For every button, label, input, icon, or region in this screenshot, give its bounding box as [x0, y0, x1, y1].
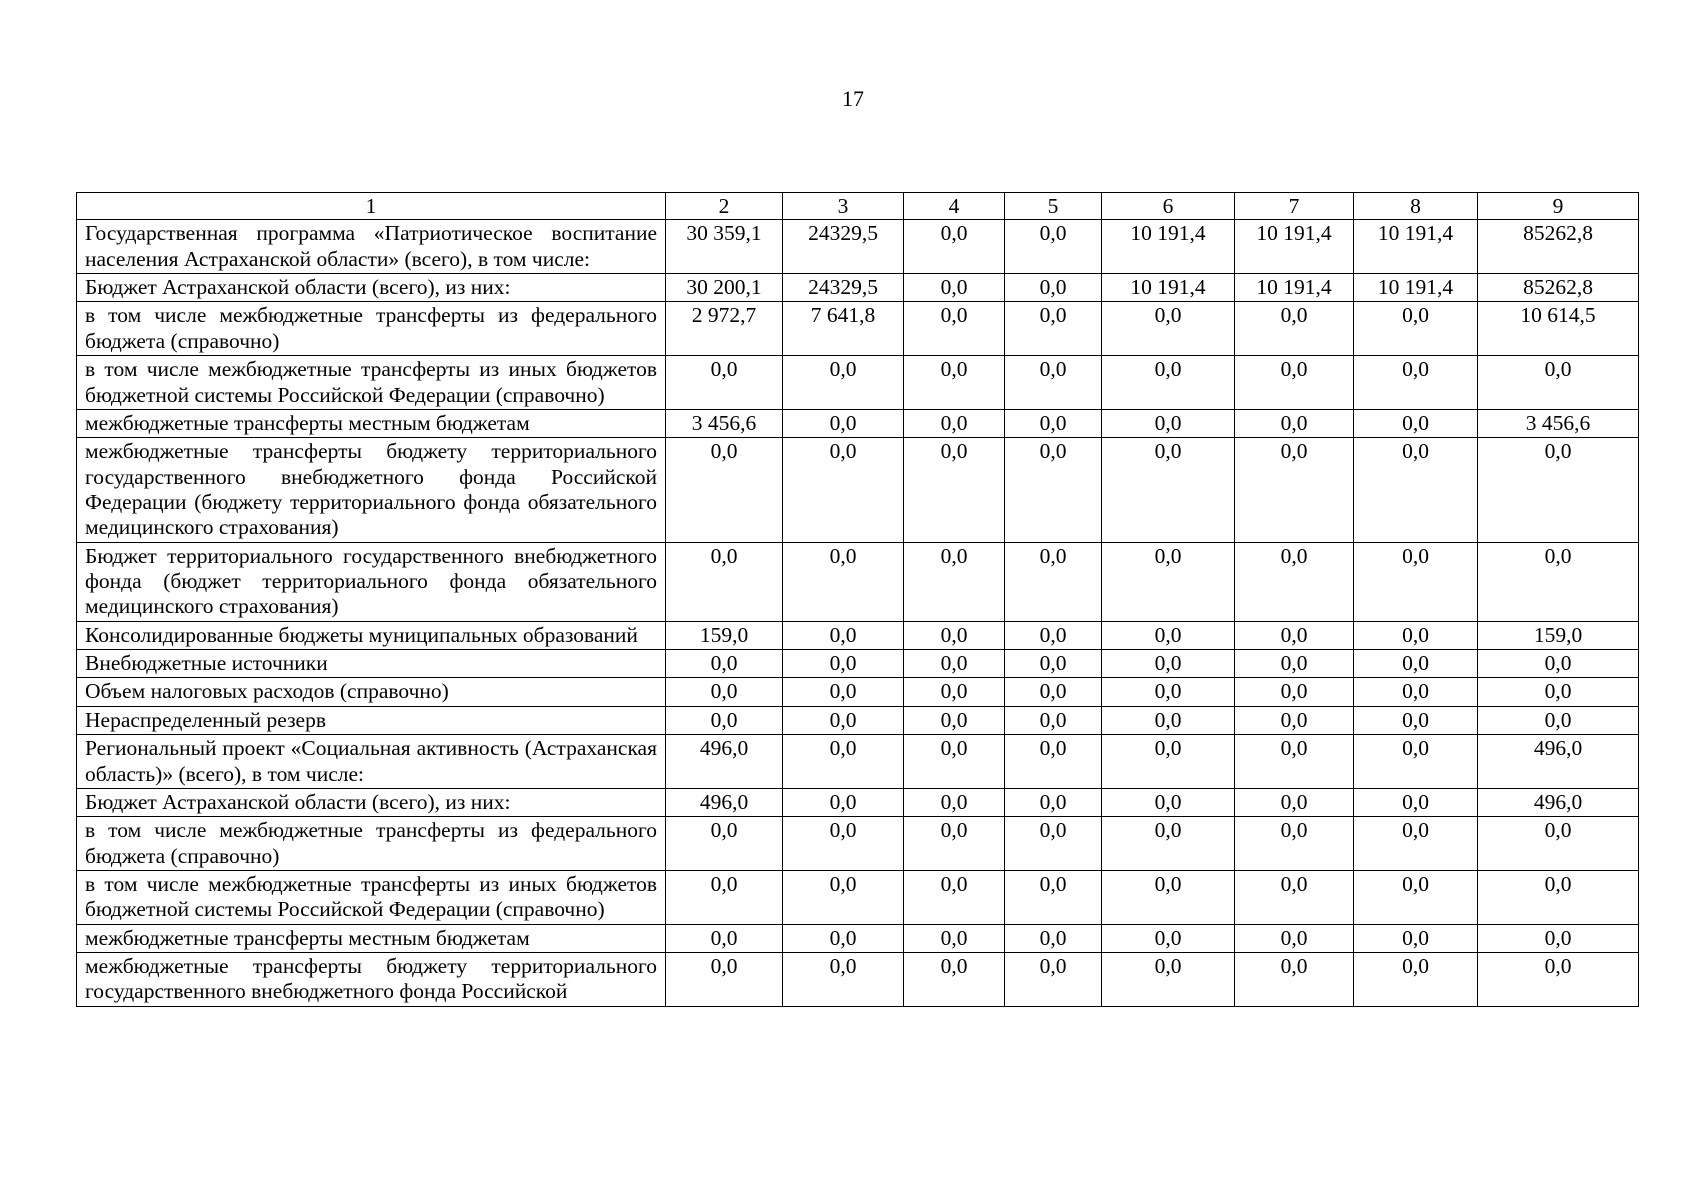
table-row	[77, 650, 1639, 678]
value-cell: 10 191,4	[1102, 274, 1235, 302]
value-cell: 0,0	[904, 735, 1005, 789]
value-cell: 0,0	[904, 678, 1005, 706]
value-cell: 0,0	[1478, 438, 1639, 542]
value-cell: 0,0	[904, 220, 1005, 274]
value-cell: 0,0	[1478, 706, 1639, 734]
value-cell: 0,0	[666, 706, 783, 734]
value-cell: 2 972,7	[666, 302, 783, 356]
value-cell: 0,0	[1235, 924, 1354, 952]
value-cell: 0,0	[783, 678, 904, 706]
value-cell: 0,0	[666, 542, 783, 621]
value-cell: 0,0	[904, 356, 1005, 410]
value-cell: 0,0	[783, 438, 904, 542]
value-cell: 0,0	[1102, 438, 1235, 542]
column-header: 3	[783, 193, 904, 220]
value-cell: 0,0	[1005, 924, 1102, 952]
row-label: Объем налоговых расходов (справочно)	[77, 678, 666, 706]
table-row	[77, 924, 1639, 952]
value-cell: 0,0	[783, 409, 904, 437]
value-cell: 0,0	[1235, 438, 1354, 542]
value-cell: 0,0	[1354, 302, 1478, 356]
value-cell: 0,0	[1102, 788, 1235, 816]
value-cell: 0,0	[1102, 302, 1235, 356]
value-cell: 0,0	[1478, 678, 1639, 706]
column-header: 9	[1478, 193, 1639, 220]
column-header: 2	[666, 193, 783, 220]
value-cell: 0,0	[1005, 220, 1102, 274]
value-cell: 10 191,4	[1354, 220, 1478, 274]
value-cell: 0,0	[666, 438, 783, 542]
value-cell: 0,0	[1235, 870, 1354, 924]
value-cell: 0,0	[1235, 678, 1354, 706]
value-cell: 0,0	[1005, 678, 1102, 706]
table-row	[77, 735, 1639, 789]
table-row	[77, 356, 1639, 410]
value-cell: 0,0	[1354, 438, 1478, 542]
value-cell: 0,0	[904, 870, 1005, 924]
value-cell: 0,0	[1102, 870, 1235, 924]
value-cell: 0,0	[1005, 953, 1102, 1007]
value-cell: 0,0	[1354, 542, 1478, 621]
row-label: межбюджетные трансферты местным бюджетам	[77, 924, 666, 952]
value-cell: 0,0	[904, 274, 1005, 302]
column-header: 5	[1005, 193, 1102, 220]
value-cell: 496,0	[666, 788, 783, 816]
value-cell: 0,0	[1005, 621, 1102, 649]
value-cell: 496,0	[666, 735, 783, 789]
value-cell: 0,0	[1235, 735, 1354, 789]
column-header: 4	[904, 193, 1005, 220]
value-cell: 0,0	[1005, 542, 1102, 621]
value-cell: 0,0	[783, 706, 904, 734]
table-body	[77, 220, 1639, 1006]
table-row	[77, 220, 1639, 274]
value-cell: 10 191,4	[1354, 274, 1478, 302]
table-row	[77, 706, 1639, 734]
value-cell: 0,0	[1478, 650, 1639, 678]
value-cell: 10 614,5	[1478, 302, 1639, 356]
column-header: 1	[77, 193, 666, 220]
value-cell: 0,0	[1235, 650, 1354, 678]
value-cell: 0,0	[1354, 788, 1478, 816]
value-cell: 0,0	[1102, 650, 1235, 678]
value-cell: 0,0	[1005, 438, 1102, 542]
value-cell: 3 456,6	[1478, 409, 1639, 437]
value-cell: 0,0	[1354, 650, 1478, 678]
table-row	[77, 274, 1639, 302]
value-cell: 0,0	[1235, 542, 1354, 621]
value-cell: 0,0	[1354, 621, 1478, 649]
table-row	[77, 788, 1639, 816]
value-cell: 0,0	[1354, 953, 1478, 1007]
value-cell: 0,0	[1102, 735, 1235, 789]
value-cell: 0,0	[1235, 621, 1354, 649]
row-label: межбюджетные трансферты бюджету территориального государственного внебюджетного фонда Российской Федерации (бюджету территориального фонда обязательного медицинского страхования)	[77, 438, 666, 542]
value-cell: 0,0	[783, 924, 904, 952]
value-cell: 0,0	[1102, 953, 1235, 1007]
value-cell: 0,0	[904, 650, 1005, 678]
table-row	[77, 438, 1639, 542]
value-cell: 159,0	[666, 621, 783, 649]
row-label: в том числе межбюджетные трансферты из иных бюджетов бюджетной системы Российской Федерации (справочно)	[77, 356, 666, 410]
table-row	[77, 953, 1639, 1007]
value-cell: 0,0	[783, 870, 904, 924]
value-cell: 10 191,4	[1102, 220, 1235, 274]
value-cell: 0,0	[783, 650, 904, 678]
value-cell: 0,0	[783, 356, 904, 410]
value-cell: 0,0	[1102, 621, 1235, 649]
row-label: Нераспределенный резерв	[77, 706, 666, 734]
value-cell: 0,0	[904, 438, 1005, 542]
value-cell: 0,0	[904, 924, 1005, 952]
value-cell: 0,0	[1478, 870, 1639, 924]
value-cell: 0,0	[1354, 409, 1478, 437]
value-cell: 0,0	[1005, 409, 1102, 437]
budget-table	[76, 192, 1639, 1007]
value-cell: 0,0	[904, 706, 1005, 734]
table-row	[77, 870, 1639, 924]
value-cell: 0,0	[1478, 953, 1639, 1007]
value-cell: 0,0	[904, 302, 1005, 356]
value-cell: 0,0	[1354, 924, 1478, 952]
table-row	[77, 302, 1639, 356]
value-cell: 0,0	[904, 953, 1005, 1007]
value-cell: 85262,8	[1478, 274, 1639, 302]
table-row	[77, 542, 1639, 621]
value-cell: 24329,5	[783, 274, 904, 302]
row-label: Бюджет Астраханской области (всего), из них:	[77, 788, 666, 816]
value-cell: 0,0	[666, 817, 783, 871]
value-cell: 0,0	[904, 621, 1005, 649]
value-cell: 0,0	[1478, 817, 1639, 871]
value-cell: 0,0	[1235, 706, 1354, 734]
value-cell: 24329,5	[783, 220, 904, 274]
row-label: межбюджетные трансферты бюджету территориального государственного внебюджетного фонда Российской	[77, 953, 666, 1007]
value-cell: 0,0	[1478, 542, 1639, 621]
value-cell: 0,0	[1354, 735, 1478, 789]
value-cell: 0,0	[1354, 706, 1478, 734]
table-header-row	[77, 193, 1639, 220]
value-cell: 0,0	[1478, 924, 1639, 952]
value-cell: 0,0	[783, 817, 904, 871]
value-cell: 0,0	[1354, 678, 1478, 706]
value-cell: 0,0	[1235, 409, 1354, 437]
value-cell: 10 191,4	[1235, 220, 1354, 274]
value-cell: 0,0	[1354, 870, 1478, 924]
value-cell: 0,0	[783, 953, 904, 1007]
value-cell: 0,0	[1005, 650, 1102, 678]
table-row	[77, 621, 1639, 649]
value-cell: 0,0	[666, 678, 783, 706]
table-row	[77, 817, 1639, 871]
value-cell: 0,0	[666, 953, 783, 1007]
value-cell: 0,0	[904, 409, 1005, 437]
table-row	[77, 678, 1639, 706]
value-cell: 0,0	[1005, 735, 1102, 789]
value-cell: 0,0	[1005, 706, 1102, 734]
value-cell: 0,0	[783, 621, 904, 649]
column-header: 7	[1235, 193, 1354, 220]
value-cell: 30 200,1	[666, 274, 783, 302]
row-label: Региональный проект «Социальная активность (Астраханская область)» (всего), в том числе:	[77, 735, 666, 789]
value-cell: 496,0	[1478, 788, 1639, 816]
value-cell: 3 456,6	[666, 409, 783, 437]
value-cell: 7 641,8	[783, 302, 904, 356]
table-row	[77, 409, 1639, 437]
value-cell: 85262,8	[1478, 220, 1639, 274]
value-cell: 0,0	[783, 735, 904, 789]
value-cell: 0,0	[1005, 274, 1102, 302]
row-label: Государственная программа «Патриотическое воспитание населения Астраханской области» (всего), в том числе:	[77, 220, 666, 274]
value-cell: 0,0	[1235, 817, 1354, 871]
value-cell: 0,0	[904, 788, 1005, 816]
value-cell: 0,0	[783, 542, 904, 621]
value-cell: 0,0	[1235, 788, 1354, 816]
value-cell: 0,0	[1102, 356, 1235, 410]
value-cell: 159,0	[1478, 621, 1639, 649]
page-number: 17	[842, 86, 864, 111]
row-label: в том числе межбюджетные трансферты из иных бюджетов бюджетной системы Российской Федерации (справочно)	[77, 870, 666, 924]
row-label: в том числе межбюджетные трансферты из федерального бюджета (справочно)	[77, 302, 666, 356]
value-cell: 0,0	[1102, 924, 1235, 952]
value-cell: 0,0	[666, 650, 783, 678]
value-cell: 0,0	[666, 924, 783, 952]
row-label: в том числе межбюджетные трансферты из федерального бюджета (справочно)	[77, 817, 666, 871]
value-cell: 0,0	[904, 817, 1005, 871]
value-cell: 0,0	[1354, 817, 1478, 871]
value-cell: 0,0	[1005, 788, 1102, 816]
value-cell: 0,0	[1478, 356, 1639, 410]
value-cell: 0,0	[1005, 817, 1102, 871]
row-label: Консолидированные бюджеты муниципальных образований	[77, 621, 666, 649]
value-cell: 0,0	[1235, 302, 1354, 356]
value-cell: 0,0	[1102, 817, 1235, 871]
row-label: Бюджет Астраханской области (всего), из них:	[77, 274, 666, 302]
column-header: 8	[1354, 193, 1478, 220]
row-label: Внебюджетные источники	[77, 650, 666, 678]
value-cell: 0,0	[1235, 953, 1354, 1007]
value-cell: 0,0	[1005, 870, 1102, 924]
value-cell: 0,0	[904, 542, 1005, 621]
row-label: межбюджетные трансферты местным бюджетам	[77, 409, 666, 437]
value-cell: 0,0	[666, 870, 783, 924]
value-cell: 0,0	[783, 788, 904, 816]
value-cell: 0,0	[666, 356, 783, 410]
value-cell: 0,0	[1005, 356, 1102, 410]
value-cell: 10 191,4	[1235, 274, 1354, 302]
row-label: Бюджет территориального государственного внебюджетного фонда (бюджет территориального фонда обязательного медицинского страхования)	[77, 542, 666, 621]
value-cell: 0,0	[1102, 542, 1235, 621]
value-cell: 0,0	[1235, 356, 1354, 410]
value-cell: 0,0	[1102, 678, 1235, 706]
value-cell: 0,0	[1102, 706, 1235, 734]
column-header: 6	[1102, 193, 1235, 220]
value-cell: 0,0	[1005, 302, 1102, 356]
value-cell: 0,0	[1102, 409, 1235, 437]
value-cell: 496,0	[1478, 735, 1639, 789]
value-cell: 30 359,1	[666, 220, 783, 274]
value-cell: 0,0	[1354, 356, 1478, 410]
